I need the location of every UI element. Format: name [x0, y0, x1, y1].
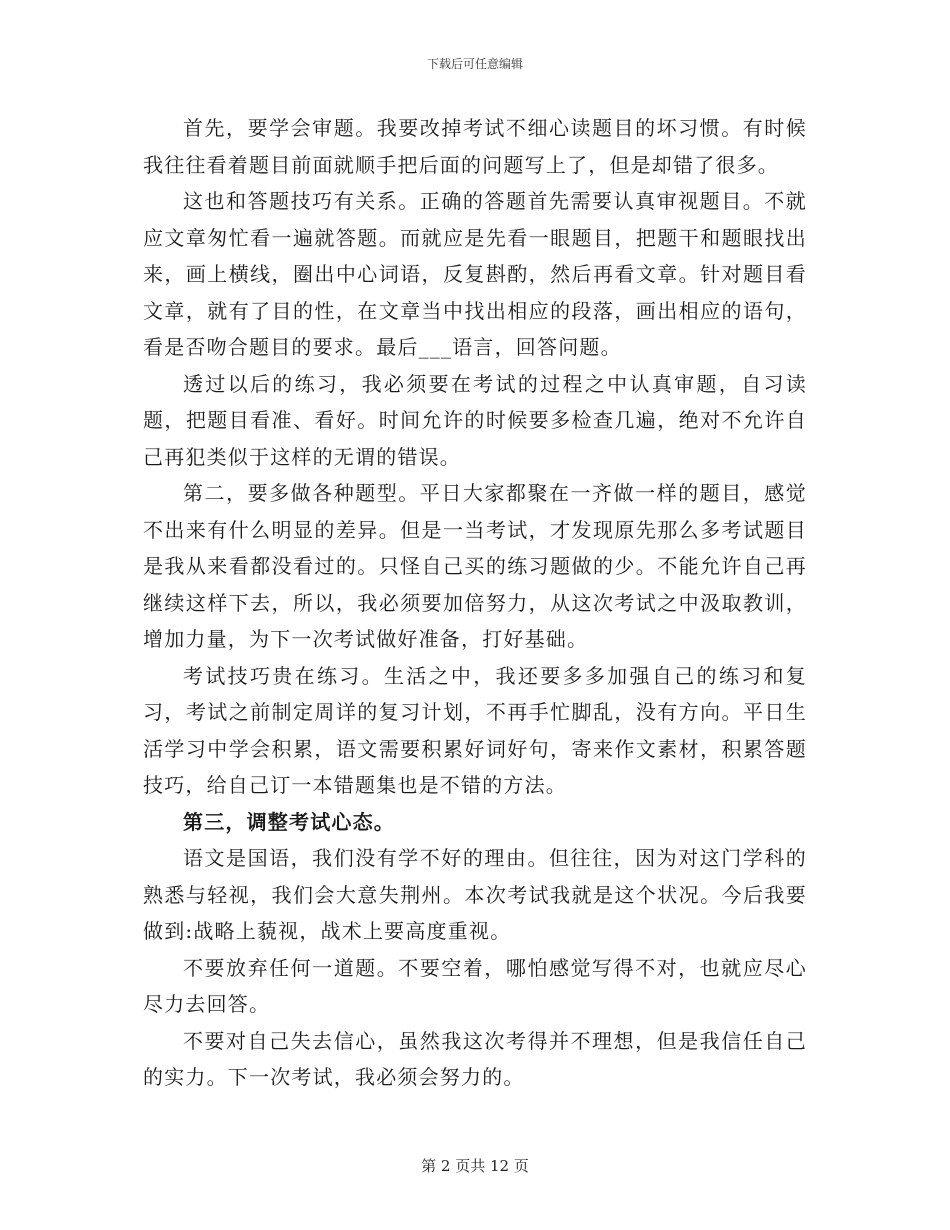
page-header: 下载后可任意编辑: [426, 57, 523, 71]
paragraph-confidence: 不要对自己失去信心，虽然我这次考得并不理想，但是我信任自己的实力。下一次考试，我必须会努力的。: [143, 1028, 807, 1089]
section-heading-mindset: 第三，调整考试心态。: [183, 809, 395, 834]
paragraph-skill-practice: 考试技巧贵在练习。生活之中，我还要多多加强自己的练习和复习，考试之前制定周详的复习计划，不再手忙脚乱，没有方向。平日生活学习中学会积累，语文需要积累好词好句，寄来作文素材，积累答题技巧，给自己订一本错题集也是不错的方法。: [143, 663, 807, 797]
paragraph-review-questions: 首先，要学会审题。我要改掉考试不细心读题目的坏习惯。有时候我往往看着题目前面就顺手把后面的问题写上了，但是却错了很多。: [143, 116, 807, 177]
document-body: [143, 110, 807, 1096]
paragraph-chinese-language: 语文是国语，我们没有学不好的理由。但往往，因为对这门学科的熟悉与轻视，我们会大意失荆州。本次考试我就是这个状况。今后我要做到:战略上藐视，战术上要高度重视。: [143, 846, 807, 943]
paragraph-question-types: 第二，要多做各种题型。平日大家都聚在一齐做一样的题目，感觉不出来有什么明显的差异。但是一当考试，才发现原先那么多考试题目是我从来看都没看过的。只怪自己买的练习题做的少。不能允许自己再继续这样下去，所以，我必须要加倍努力，从这次考试之中汲取教训，增加力量，为下一次考试做好准备，打好基础。: [143, 481, 807, 651]
paragraph-no-blank: 不要放弃任何一道题。不要空着，哪怕感觉写得不对，也就应尽心尽力去回答。: [143, 955, 807, 1016]
paragraph-answer-technique: 这也和答题技巧有关系。正确的答题首先需要认真审视题目。不就应文章匆忙看一遍就答题。而就应是先看一眼题目，把题干和题眼找出来，画上横线，圈出中心词语，反复斟酌，然后再看文章。针对题目看文章，就有了目的性，在文章当中找出相应的段落，画出相应的语句，看是否吻合题目的要求。最后___语言，回答问题。: [143, 189, 807, 359]
paragraph-practice-review: 透过以后的练习，我必须要在考试的过程之中认真审题，自习读题，把题目看准、看好。时间允许的时候要多检查几遍，绝对不允许自己再犯类似于这样的无谓的错误。: [143, 371, 807, 469]
page-number: 第 2 页共 12 页: [421, 1157, 529, 1175]
